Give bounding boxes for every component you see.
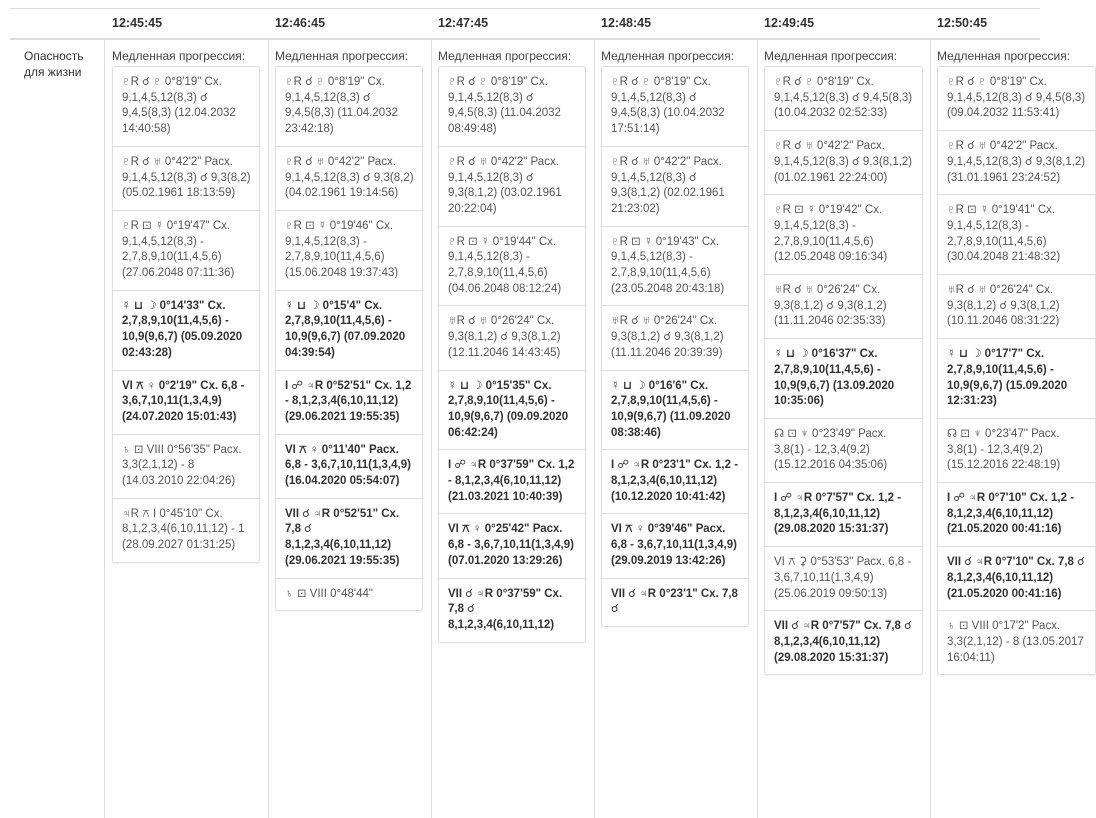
aspect-item: ♇R ☌ ♅ 0°42'2" Расх. 9,1,4,5,12(8,3) ☌ 9,3(8,2) (05.02.1961 18:13:59) (113, 146, 259, 210)
column-header-time: 12:49:45 (764, 16, 815, 30)
aspect-item: I ☍ ♃R 0°7'57" Сх. 1,2 - 8,1,2,3,4(6,10,11,12) (29.08.2020 15:31:37) (765, 482, 922, 546)
aspect-item: VII ☌ ♃R 0°7'57" Сх. 7,8 ☌ 8,1,2,3,4(6,10,11,12) (29.08.2020 15:31:37) (765, 610, 922, 674)
cell-0 (112, 48, 260, 563)
cell-1 (275, 48, 423, 611)
aspect-item: I ☍ ♃R 0°7'10" Сх. 1,2 - 8,1,2,3,4(6,10,11,12) (21.05.2020 00:41:16) (938, 482, 1095, 546)
aspect-item: ♇R ⊡ ☿ 0°19'42" Сх. 9,1,4,5,12(8,3) - 2,7,8,9,10(11,4,5,6) (12.05.2048 09:16:34) (765, 194, 922, 274)
aspect-item: ☊ ⊡ ♆ 0°23'47" Расх. 3,8(1) - 12,3,4(9,2) (15.12.2016 22:48:19) (938, 418, 1095, 482)
aspect-list (937, 66, 1096, 675)
progression-title: Медленная прогрессия: (275, 49, 409, 63)
aspect-item: ♇R ☌ ♇ 0°8'19" Сх. 9,1,4,5,12(8,3) ☌ 9,4,5(8,3) (09.04.2032 11:53:41) (947, 76, 1086, 120)
aspect-item: ♅R ☌ ♅ 0°26'24" Сх. 9,3(8,1,2) ☌ 9,3(8,1,2) (11.11.2046 02:35:33) (765, 274, 922, 338)
column-divider (930, 38, 931, 818)
column-divider (104, 38, 105, 818)
column-header-time: 12:50:45 (937, 16, 988, 30)
aspect-item: VI ⚻ ♀ 0°11'40" Расх. 6,8 - 3,6,7,10,11(1,3,4,9) (16.04.2020 05:54:07) (276, 434, 422, 498)
progression-title: Медленная прогрессия: (601, 49, 735, 63)
aspect-item: ♇R ☌ ♅ 0°42'2" Расх. 9,1,4,5,12(8,3) ☌ 9,3(8,1,2) (03.02.1961 20:22:04) (439, 146, 585, 226)
aspect-item: ♄ ⊡ VIII 0°56'35" Расх. 3,3(2,1,12) - 8 (14.03.2010 22:04:26) (113, 434, 259, 498)
aspect-item: ♇R ⊡ ☿ 0°19'47" Сх. 9,1,4,5,12(8,3) - 2,7,8,9,10(11,4,5,6) (27.06.2048 07:11:36) (113, 210, 259, 290)
table-top-border (10, 8, 1040, 9)
cell-5 (937, 48, 1086, 675)
progression-title: Медленная прогрессия: (937, 49, 1071, 63)
aspect-item: VI ⚻ ♀ 0°39'46" Расх. 6,8 - 3,6,7,10,11(1,3,4,9) (29.09.2019 13:42:26) (602, 513, 748, 577)
aspect-item: VII ☌ ♃R 0°37'59" Сх. 7,8 ☌ 8,1,2,3,4(6,10,11,12) (439, 578, 585, 642)
aspect-item: ♇R ☌ ♅ 0°42'2" Расх. 9,1,4,5,12(8,3) ☌ 9,3(8,1,2) (01.02.1961 22:24:00) (765, 130, 922, 194)
aspect-item: ☿ ⊔ ☽ 0°16'6" Сх. 2,7,8,9,10(11,4,5,6) - 10,9(9,6,7) (11.09.2020 08:38:46) (602, 370, 748, 450)
aspect-item: ♅R ☌ ♅ 0°26'24" Сх. 9,3(8,1,2) ☌ 9,3(8,1,2) (12.11.2046 14:43:45) (439, 305, 585, 369)
aspect-item: VII ☌ ♃R 0°52'51" Сх. 7,8 ☌ 8,1,2,3,4(6,10,11,12) (29.06.2021 19:55:35) (276, 498, 422, 578)
aspect-item: ♇R ☌ ♅ 0°42'2" Расх. 9,1,4,5,12(8,3) ☌ 9,3(8,1,2) (31.01.1961 23:24:52) (938, 130, 1095, 194)
column-divider (757, 38, 758, 818)
aspect-list (112, 66, 260, 563)
aspect-item: ♇R ☌ ♇ 0°8'19" Сх. 9,1,4,5,12(8,3) ☌ 9,4,5(8,3) (10.04.2032 02:52:33) (774, 76, 913, 120)
aspect-list (275, 66, 423, 611)
progression-title: Медленная прогрессия: (764, 49, 898, 63)
column-header-time: 12:46:45 (275, 16, 326, 30)
aspect-item: ♅R ☌ ♅ 0°26'24" Сх. 9,3(8,1,2) ☌ 9,3(8,1,2) (10.11.2046 08:31:22) (938, 274, 1095, 338)
column-header-time: 12:48:45 (601, 16, 652, 30)
cell-3 (601, 48, 749, 627)
aspect-item: ♇R ☌ ♇ 0°8'19" Сх. 9,1,4,5,12(8,3) ☌ 9,4,5(8,3) (12.04.2032 14:40:58) (122, 76, 236, 136)
column-header-time: 12:45:45 (112, 16, 163, 30)
aspect-item: ♇R ☌ ♅ 0°42'2" Расх. 9,1,4,5,12(8,3) ☌ 9,3(8,1,2) (02.02.1961 21:23:02) (602, 146, 748, 226)
progression-title: Медленная прогрессия: (438, 49, 572, 63)
aspect-list (438, 66, 586, 643)
table-header-border (10, 38, 1040, 40)
aspect-item: ♇R ⊡ ☿ 0°19'44" Сх. 9,1,4,5,12(8,3) - 2,7,8,9,10(11,4,5,6) (04.06.2048 08:12:24) (439, 226, 585, 306)
aspect-item: ☿ ⊔ ☽ 0°15'35" Сх. 2,7,8,9,10(11,4,5,6) - 10,9(9,6,7) (09.09.2020 06:42:24) (439, 370, 585, 450)
aspect-item: I ☍ ♃R 0°37'59" Сх. 1,2 - 8,1,2,3,4(6,10,11,12) (21.03.2021 10:40:39) (439, 449, 585, 513)
progression-title: Медленная прогрессия: (112, 49, 246, 63)
aspect-item: ♄ ⊡ VIII 0°17'2" Расх. 3,3(2,1,12) - 8 (13.05.2017 16:04:11) (938, 610, 1095, 674)
aspect-item: ☿ ⊔ ☽ 0°16'37" Сх. 2,7,8,9,10(11,4,5,6) - 10,9(9,6,7) (13.09.2020 10:35:06) (765, 338, 922, 418)
column-divider (594, 38, 595, 818)
aspect-item: ♇R ☌ ♇ 0°8'19" Сх. 9,1,4,5,12(8,3) ☌ 9,4,5(8,3) (11.04.2032 23:42:18) (285, 76, 398, 136)
transits-table (10, 0, 1086, 818)
cell-2 (438, 48, 586, 643)
aspect-item: ♇R ☌ ♇ 0°8'19" Сх. 9,1,4,5,12(8,3) ☌ 9,4,5(8,3) (10.04.2032 17:51:14) (611, 76, 725, 136)
aspect-item: ♅R ☌ ♅ 0°26'24" Сх. 9,3(8,1,2) ☌ 9,3(8,1,2) (11.11.2046 20:39:39) (602, 305, 748, 369)
aspect-item: ♇R ⊡ ☿ 0°19'43" Сх. 9,1,4,5,12(8,3) - 2,7,8,9,10(11,4,5,6) (23.05.2048 20:43:18) (602, 226, 748, 306)
column-divider (431, 38, 432, 818)
aspect-item: ☊ ⊡ ♆ 0°23'49" Расх. 3,8(1) - 12,3,4(9,2) (15.12.2016 04:35:06) (765, 418, 922, 482)
aspect-item: I ☍ ♃R 0°52'51" Сх. 1,2 - 8,1,2,3,4(6,10,11,12) (29.06.2021 19:55:35) (276, 370, 422, 434)
aspect-item: ☿ ⊔ ☽ 0°17'7" Сх. 2,7,8,9,10(11,4,5,6) - 10,9(9,6,7) (15.09.2020 12:31:23) (938, 338, 1095, 418)
aspect-item: ♇R ⊡ ☿ 0°19'46" Сх. 9,1,4,5,12(8,3) - 2,7,8,9,10(11,4,5,6) (15.06.2048 19:37:43) (276, 210, 422, 290)
aspect-item: VI ⚻ ♀ 0°2'19" Сх. 6,8 - 3,6,7,10,11(1,3,4,9) (24.07.2020 15:01:43) (113, 370, 259, 434)
aspect-item: I ☍ ♃R 0°23'1" Сх. 1,2 - 8,1,2,3,4(6,10,11,12) (10.12.2020 10:41:42) (602, 449, 748, 513)
aspect-item: ☿ ⊔ ☽ 0°15'4" Сх. 2,7,8,9,10(11,4,5,6) - 10,9(9,6,7) (07.09.2020 04:39:54) (276, 290, 422, 370)
cell-4 (764, 48, 923, 675)
aspect-item: VI ⚻ ⚳ 0°53'53" Расх. 6,8 - 3,6,7,10,11(1,3,4,9) (25.06.2019 09:50:13) (765, 546, 922, 610)
aspect-item: VII ☌ ♃R 0°7'10" Сх. 7,8 ☌ 8,1,2,3,4(6,10,11,12) (21.05.2020 00:41:16) (938, 546, 1095, 610)
aspect-item: ♇R ☌ ♇ 0°8'19" Сх. 9,1,4,5,12(8,3) ☌ 9,4,5(8,3) (11.04.2032 08:49:48) (448, 76, 561, 136)
aspect-item: VI ⚻ ♀ 0°25'42" Расх. 6,8 - 3,6,7,10,11(1,3,4,9) (07.01.2020 13:29:26) (439, 513, 585, 577)
column-header-time: 12:47:45 (438, 16, 489, 30)
aspect-item: ♇R ⊡ ☿ 0°19'41" Сх. 9,1,4,5,12(8,3) - 2,7,8,9,10(11,4,5,6) (30.04.2048 21:48:32) (938, 194, 1095, 274)
column-divider (268, 38, 269, 818)
aspect-item: ♇R ☌ ♅ 0°42'2" Расх. 9,1,4,5,12(8,3) ☌ 9,3(8,2) (04.02.1961 19:14:56) (276, 146, 422, 210)
aspect-item: ☿ ⊔ ☽ 0°14'33" Сх. 2,7,8,9,10(11,4,5,6) - 10,9(9,6,7) (05.09.2020 02:43:28) (113, 290, 259, 370)
row-label-life-danger: Опасность для жизни (24, 49, 84, 79)
aspect-list (601, 66, 749, 627)
aspect-item: ♃R ⚻ I 0°45'10" Сх. 8,1,2,3,4(6,10,11,12) - 1 (28.09.2027 01:31:25) (113, 498, 259, 562)
aspect-item: VII ☌ ♃R 0°23'1" Сх. 7,8 ☌ (602, 578, 748, 626)
aspect-item: ♄ ⊡ VIII 0°48'44" (276, 578, 422, 611)
aspect-list (764, 66, 923, 675)
